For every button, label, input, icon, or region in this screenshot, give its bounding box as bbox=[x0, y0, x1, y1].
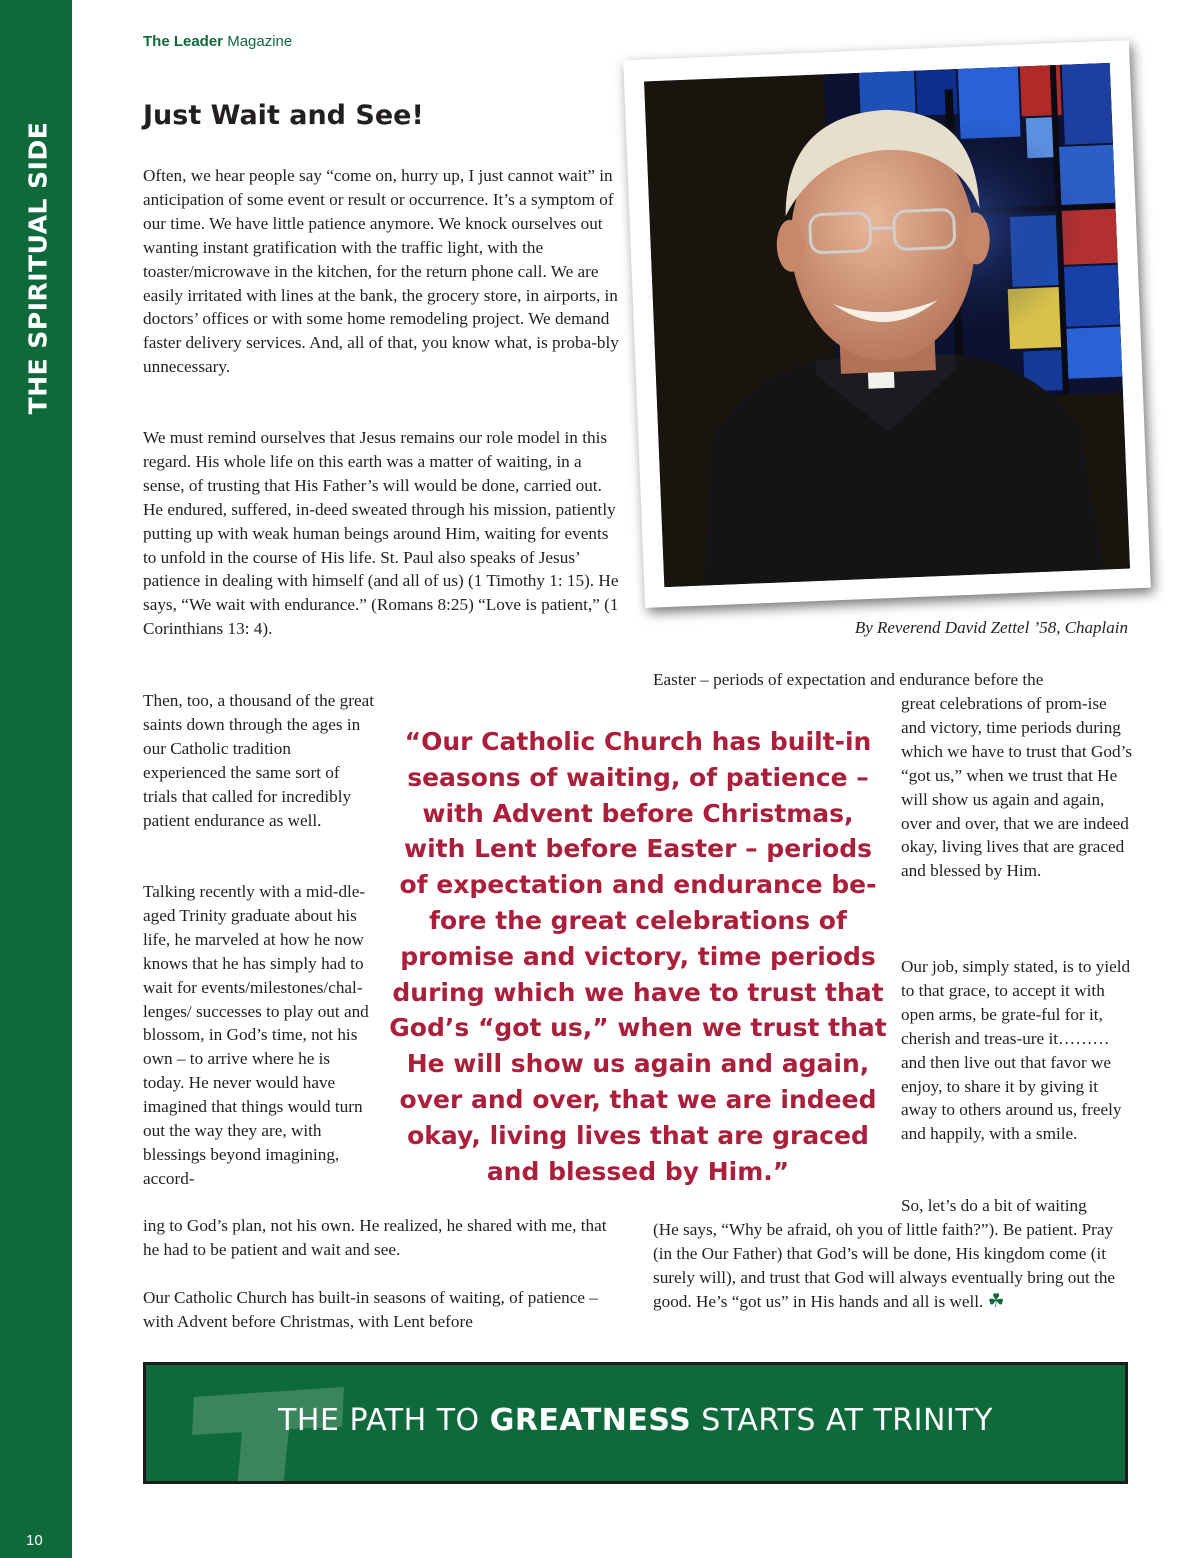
banner-suffix: STARTS AT TRINITY bbox=[691, 1403, 993, 1438]
body-paragraph: Often, we hear people say “come on, hurry up, I just cannot wait” in anticipation of some event or result or occurrence. It’s a symptom of our time. We have little patience anymore. We knock ourselves out wanting instant gratification with the traffic light, with the toaster/microwave in the kitchen, for the return phone call. We are easily irritated with lines at the bank, the grocery store, in airports, in doctors’ offices or with some home remodeling project. We demand faster delivery services. And, all of that, you know what, is proba-bly unnecessary. bbox=[143, 166, 619, 377]
body-paragraph-closing bbox=[653, 1218, 1133, 1314]
section-title: THE SPIRITUAL SIDE bbox=[23, 121, 53, 415]
author-portrait bbox=[644, 63, 1130, 587]
banner-slogan bbox=[146, 1403, 1125, 1438]
body-paragraph: Then, too, a thousand of the great saints down through the ages in our Catholic tradition experienced the same sort of trials that called for incredibly patient endurance as well. bbox=[143, 691, 375, 830]
body-paragraph: Our job, simply stated, is to yield to that grace, to accept it with open arms, be grate-ful for it, cherish and treas-ure it………and then live out that favor we enjoy, to share it by giving it away to others around us, freely and happily, with a smile. bbox=[901, 957, 1131, 1144]
collar bbox=[868, 372, 895, 389]
author-caption: By Reverend David Zettel ’58, Chaplain bbox=[854, 618, 1128, 637]
trinity-banner bbox=[143, 1362, 1128, 1484]
body-paragraph: great celebrations of prom-ise and victory, time periods during which we have to trust that God’s “got us,” when we trust that He will show us again and again, over and over, that we are indeed okay, living lives that are graced and blessed by Him. bbox=[901, 694, 1133, 881]
pull-quote: “Our Catholic Church has built-in seasons of waiting, of patience – with Advent before Christmas, with Lent before Easter – periods of expectation and endurance be-fore the great celebrations of promise and victory, time periods during which we have to trust that God’s “got us,” when we trust that He will show us again and again, over and over, that we are indeed okay, living lives that are graced and blessed by Him.” bbox=[389, 727, 887, 1186]
banner-emphasis: GREATNESS bbox=[489, 1403, 692, 1438]
masthead-suffix: Magazine bbox=[227, 33, 293, 50]
masthead-brand: The Leader bbox=[143, 33, 224, 50]
portrait-illustration bbox=[644, 63, 1130, 587]
page-number: 10 bbox=[26, 1532, 43, 1549]
body-paragraph: We must remind ourselves that Jesus remains our role model in this regard. His whole life on this earth was a matter of waiting, in a sense, of trusting that His Father’s will would be done, carried out. He endured, suffered, in-deed sweated through his mission, patiently putting up with weak human beings around Him, waiting for events to unfold in the course of His life. St. Paul also speaks of Jesus’ patience in dealing with himself (and all of us) (1 Timothy 1: 15). He says, “We wait with endurance.” (Romans 8:25) “Love is patient,” (1 Corinthians 13: 4). bbox=[143, 428, 619, 639]
body-paragraph: Our Catholic Church has built-in seasons of waiting, of patience – with Advent before Christmas, with Lent before bbox=[143, 1288, 598, 1331]
article-headline: Just Wait and See! bbox=[143, 100, 424, 131]
body-paragraph: Talking recently with a mid-dle-aged Trinity graduate about his life, he marveled at how he now knows that he has simply had to wait for events/milestones/chal-lenges/ successes to play out and blossom, in God’s time, not his own – to arrive where he is today. He never would have imagined that things would turn out the way they are, with blessings beyond imagining, accord- bbox=[143, 882, 369, 1188]
banner-prefix: THE PATH TO bbox=[278, 1403, 490, 1438]
body-paragraph: Easter – periods of expectation and endurance before the bbox=[653, 670, 1044, 689]
body-paragraph: So, let’s do a bit of waiting bbox=[901, 1196, 1087, 1215]
photo-frame bbox=[623, 40, 1151, 608]
masthead bbox=[143, 33, 292, 50]
body-paragraph: ing to God’s plan, not his own. He realized, he shared with me, that he had to be patient and wait and see. bbox=[143, 1216, 607, 1259]
sidebar bbox=[0, 0, 72, 1558]
shamrock-icon: ☘ bbox=[987, 1289, 1005, 1312]
closing-text: (He says, “Why be afraid, oh you of little faith?”). Be patient. Pray (in the Our Father) that God’s will be done, His kingdom come (it surely will), and trust that God will always eventually bring out the good. He’s “got us” in His hands and all is well. bbox=[653, 1220, 1116, 1311]
